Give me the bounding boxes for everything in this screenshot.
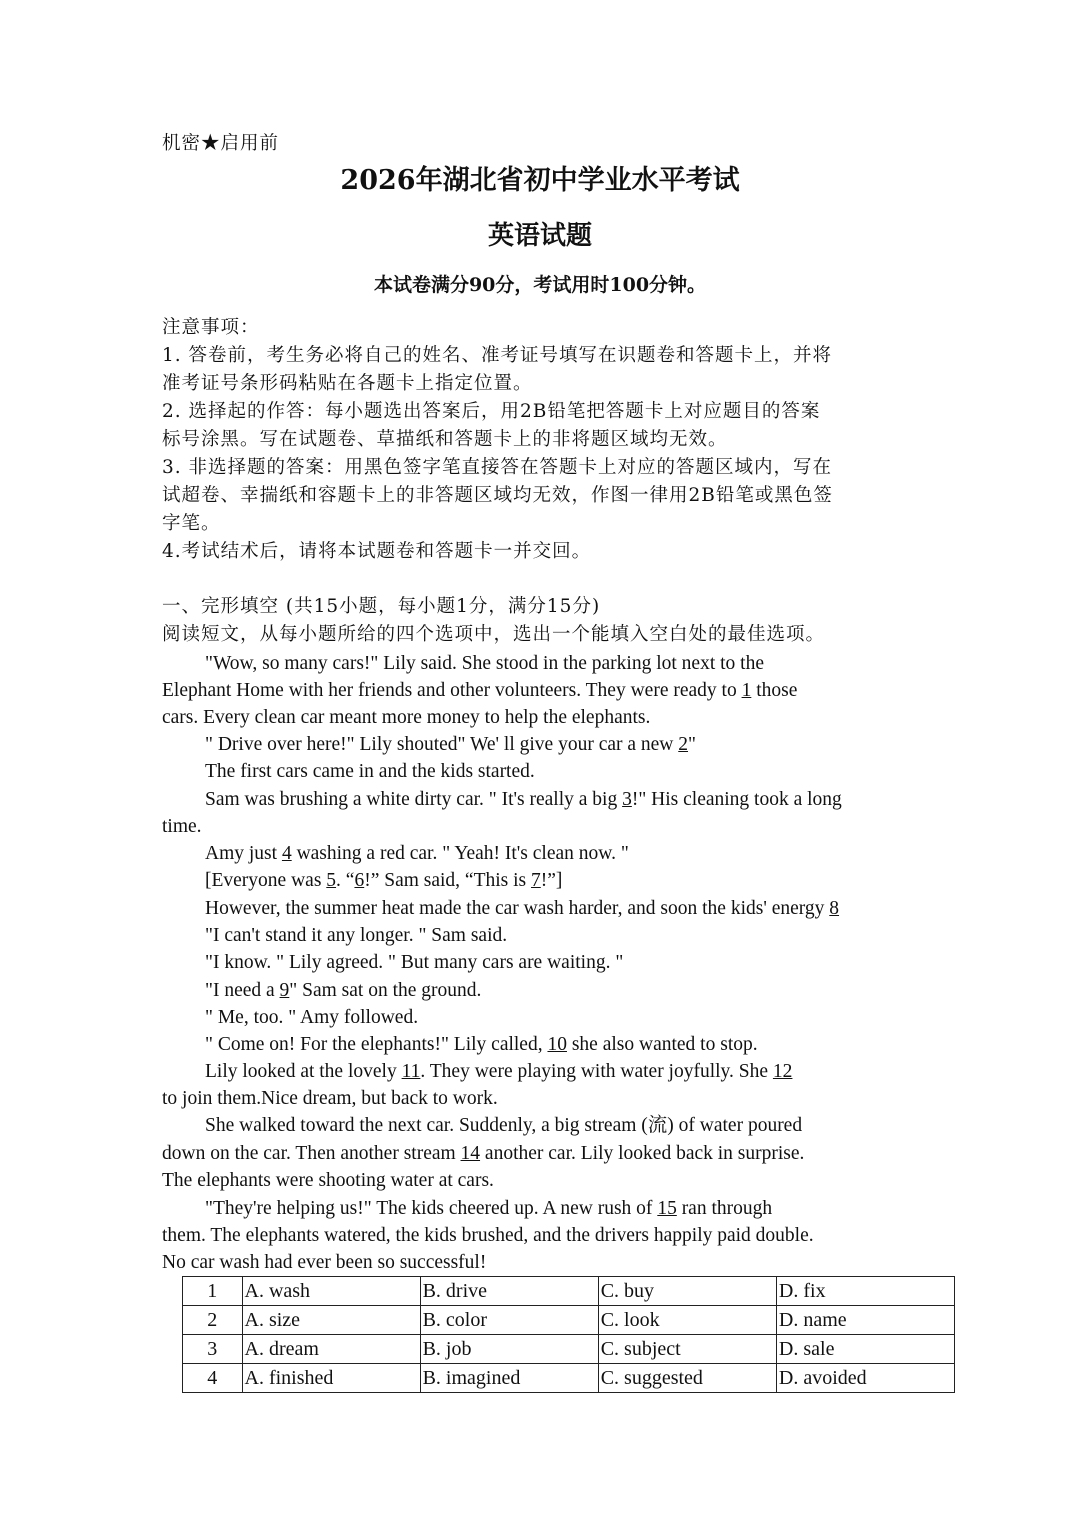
passage-line: Lily looked at the lovely 11. They were playing with water joyfully. She 12 xyxy=(205,1061,793,1082)
option-a: A. wash xyxy=(242,1277,420,1306)
blank-12: 12 xyxy=(772,1061,793,1082)
table-row xyxy=(183,1277,955,1306)
passage-line: No car wash had ever been so successful! xyxy=(162,1252,487,1273)
question-number: 4 xyxy=(183,1364,243,1393)
option-c: C. buy xyxy=(598,1277,776,1306)
option-b: B. drive xyxy=(420,1277,598,1306)
option-a: A. dream xyxy=(242,1335,420,1364)
score-info: 本试卷满分90分，考试用时100分钟。 xyxy=(373,274,707,296)
passage-line: cars. Every clean car meant more money to help the elephants. xyxy=(162,707,651,728)
question-number: 1 xyxy=(183,1277,243,1306)
option-a: A. size xyxy=(242,1306,420,1335)
confidential-label: 机密★启用前 xyxy=(162,133,280,154)
option-b: B. imagined xyxy=(420,1364,598,1393)
note-line: 4.考试结术后，请将本试题卷和答题卡一并交回。 xyxy=(162,541,592,562)
passage-line: " Me, too. " Amy followed. xyxy=(205,1007,419,1028)
blank-11: 11 xyxy=(401,1061,421,1082)
passage-line: She walked toward the next car. Suddenly, a big stream (流) of water poured xyxy=(205,1115,803,1136)
option-b: B. job xyxy=(420,1335,598,1364)
passage-line: "I need a 9" Sam sat on the ground. xyxy=(205,980,482,1001)
passage-line: However, the summer heat made the car wash harder, and soon the kids' energy 8 xyxy=(205,898,840,919)
note-line: 标号涂黑。写在试题卷、草描纸和答题卡上的非将题区域均无效。 xyxy=(162,429,728,450)
passage-line: down on the car. Then another stream 14 another car. Lily looked back in surprise. xyxy=(162,1143,805,1164)
passage-line: Elephant Home with her friends and other volunteers. They were ready to 1 those xyxy=(162,680,798,701)
passage-line: "I can't stand it any longer. " Sam said. xyxy=(205,925,508,946)
option-d: D. avoided xyxy=(776,1364,954,1393)
blank-5: 5 xyxy=(326,870,337,891)
blank-8: 8 xyxy=(829,898,840,919)
note-line: 字笔。 xyxy=(162,513,221,534)
note-line: 试超卷、幸揣纸和容题卡上的非答题区域均无效，作图一律用2B铅笔或黑色签 xyxy=(162,485,833,506)
passage-line: The elephants were shooting water at cars. xyxy=(162,1170,494,1191)
passage-line: time. xyxy=(162,816,202,837)
question-number: 2 xyxy=(183,1306,243,1335)
blank-7: 7 xyxy=(531,870,541,891)
blank-9: 9 xyxy=(279,980,290,1001)
blank-3: 3 xyxy=(622,789,632,810)
passage-line: them. The elephants watered, the kids brushed, and the drivers happily paid double. xyxy=(162,1225,814,1246)
passage-line: Amy just 4 washing a red car. " Yeah! It's clean now. " xyxy=(205,843,629,864)
option-d: D. fix xyxy=(776,1277,954,1306)
option-a: A. finished xyxy=(242,1364,420,1393)
passage-line: "Wow, so many cars!" Lily said. She stood in the parking lot next to the xyxy=(205,653,764,674)
passage-line: " Drive over here!" Lily shouted" We' ll give your car a new 2" xyxy=(205,734,696,755)
blank-6: 6 xyxy=(354,870,365,891)
option-c: C. suggested xyxy=(598,1364,776,1393)
note-line: 准考证号条形码粘贴在各题卡上指定位置。 xyxy=(162,373,533,394)
passage-line: The first cars came in and the kids started. xyxy=(205,761,535,782)
blank-2: 2 xyxy=(678,734,689,755)
note-line: 2. 选择起的作答：每小题选出答案后，用2B铅笔把答题卡上对应题目的答案 xyxy=(162,401,821,422)
option-d: D. sale xyxy=(776,1335,954,1364)
blank-10: 10 xyxy=(547,1034,567,1055)
passage-line: [Everyone was 5. “6!” Sam said, “This is 7!”] xyxy=(205,870,563,891)
section-heading: 一、完形填空 (共15小题，每小题1分，满分15分) xyxy=(162,596,601,617)
blank-15: 15 xyxy=(657,1198,677,1219)
passage-line: "They're helping us!" The kids cheered up. A new rush of 15 ran through xyxy=(205,1198,773,1219)
passage-line: Sam was brushing a white dirty car. " It's really a big 3!" His cleaning took a long xyxy=(205,789,842,810)
blank-1: 1 xyxy=(741,680,752,701)
exam-title: 2026年湖北省初中学业水平考试 xyxy=(340,165,740,196)
option-b: B. color xyxy=(420,1306,598,1335)
note-line: 1. 答卷前，考生务必将自己的姓名、准考证号填写在识题卷和答题卡上，并将 xyxy=(162,345,833,366)
table-row xyxy=(183,1364,955,1393)
passage-line: " Come on! For the elephants!" Lily called, 10 she also wanted to stop. xyxy=(205,1034,758,1055)
subject-title: 英语试题 xyxy=(487,221,592,251)
question-number: 3 xyxy=(183,1335,243,1364)
blank-14: 14 xyxy=(460,1143,481,1164)
passage-line: "I know. " Lily agreed. " But many cars are waiting. " xyxy=(205,952,624,973)
notes-heading: 注意事项： xyxy=(162,317,260,338)
option-c: C. subject xyxy=(598,1335,776,1364)
note-line: 3. 非选择题的答案：用黑色签字笔直接答在答题卡上对应的答题区域内，写在 xyxy=(162,457,833,478)
options-table xyxy=(182,1276,955,1393)
option-d: D. name xyxy=(776,1306,954,1335)
section-instruction: 阅读短文，从每小题所给的四个选项中，选出一个能填入空白处的最佳选项。 xyxy=(162,624,826,645)
option-c: C. look xyxy=(598,1306,776,1335)
blank-4: 4 xyxy=(281,843,292,864)
table-row xyxy=(183,1335,955,1364)
passage-line: to join them.Nice dream, but back to work. xyxy=(162,1088,498,1109)
table-row xyxy=(183,1306,955,1335)
